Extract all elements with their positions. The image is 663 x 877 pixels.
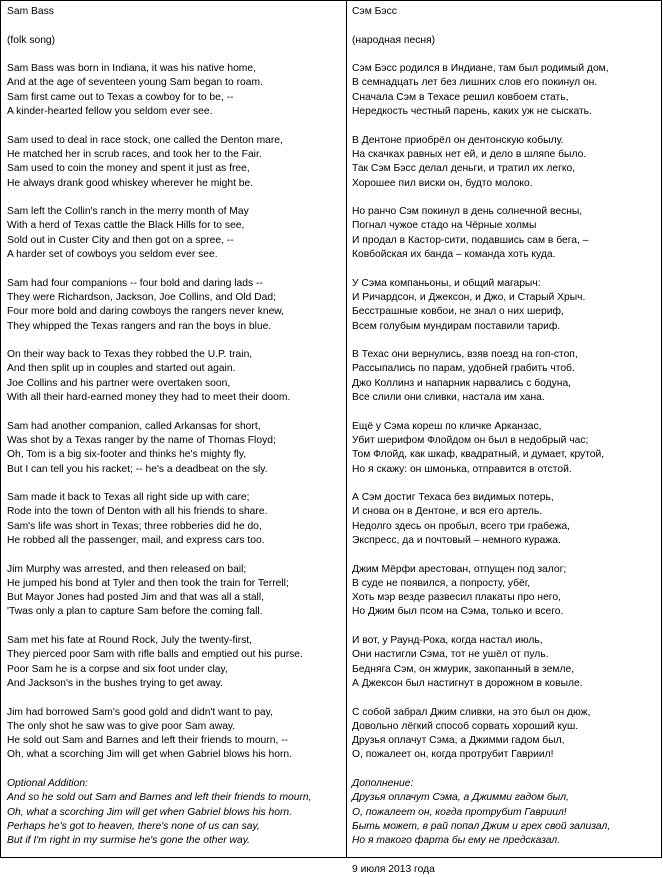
russian-column [347, 1, 661, 875]
russian-stanzas [352, 62, 657, 777]
verse-line: Sam Bass was born in Indiana, it was his native home, [7, 63, 256, 75]
verse-line: И продал в Кастор-сити, подавшись сам в бега, – [352, 234, 589, 246]
verse-line: Экспресс, да и почтовый – немного куража. [352, 534, 561, 546]
addition-line: Быть может, в рай попал Джим и грех свой зализал, [352, 820, 611, 832]
verse-line: They whipped the Texas rangers and ran the boys in blue. [7, 320, 272, 332]
verse-line: Jim had borrowed Sam's good gold and didn't want to pay, [7, 706, 273, 718]
verse-line: He always drank good whiskey wherever he might be. [7, 177, 254, 189]
translation-date: 9 июля 2013 года [352, 863, 435, 875]
verse-line: Sam had another companion, called Arkansas for short, [7, 420, 261, 432]
verse-line: Джим Мёрфи арестован, отпущен под залог; [352, 563, 567, 575]
addition-line: And so he sold out Sam and Barnes and left their friends to mourn, [7, 792, 312, 804]
verse-line: Oh, what a scorching Jim will get when Gabriel blows his horn. [7, 749, 293, 761]
verse-line: Друзья оплачут Сэма, а Джимми гадом был, [352, 735, 565, 747]
verse-line: Рассыпались по парам, удобней грабить чтоб. [352, 363, 575, 375]
verse-line: A kinder-hearted fellow you seldom ever see. [7, 106, 213, 118]
verse-line: О, пожалеет он, когда протрубит Гавриил! [352, 749, 554, 761]
verse-line: На скачках равных нет ей, и дело в шляпе было. [352, 148, 587, 160]
addition-line: But if I'm right in my surmise he's gone the other way. [7, 835, 250, 847]
verse-line: And then split up in couples and started out again. [7, 363, 236, 375]
verse-line: Все слили они сливки, настала им хана. [352, 392, 545, 404]
verse-line: Sam first came out to Texas a cowboy for to be, -- [7, 91, 234, 103]
verse-line: They were Richardson, Jackson, Joe Collins, and Old Dad; [7, 291, 276, 303]
verse-line: Бедняга Сэм, он жмурик, закопанный в земле, [352, 663, 575, 675]
english-addition-title: Optional Addition: [7, 778, 88, 790]
verse-line: Sam left the Collin's ranch in the merry month of May [7, 206, 249, 218]
verse-line: Was shot by a Texas ranger by the name of Thomas Floyd; [7, 434, 276, 446]
verse-line: He matched her in scrub races, and took her to the Fair. [7, 148, 262, 160]
english-subtitle: (folk song) [7, 34, 56, 46]
verse-line: Sam had four companions -- four bold and daring lads -- [7, 277, 263, 289]
verse-line: Four more bold and daring cowboys the rangers never knew, [7, 306, 285, 318]
russian-addition-title: Дополнение: [352, 778, 414, 790]
english-column [1, 1, 347, 857]
verse-line: Убит шерифом Флойдом он был в недобрый час; [352, 434, 589, 446]
verse-line: Сэм Бэсс родился в Индиане, там был родимый дом, [352, 63, 609, 75]
verse-line: A harder set of cowboys you seldom ever see. [7, 249, 218, 261]
verse-line: Хорошее пил виски он, будто молоко. [352, 177, 533, 189]
addition-line: О, пожалеет он, когда протрубит Гавриил! [352, 806, 567, 818]
verse-line: But I can tell you his racket; -- he's a deadbeat on the sly. [7, 463, 268, 475]
verse-line: But Mayor Jones had posted Jim and that was all a stall, [7, 592, 264, 604]
verse-line: Но ранчо Сэм покинул в день солнечной весны, [352, 206, 583, 218]
russian-title: Сэм Бэсс [352, 6, 397, 17]
verse-line: Хоть мэр везде развесил плакаты про него, [352, 592, 561, 604]
english-stanzas [7, 62, 342, 777]
verse-line: В Техас они вернулись, взяв поезд на гоп-стоп, [352, 349, 578, 361]
verse-line: Довольно лёгкий способ сорвать хороший куш. [352, 720, 579, 732]
verse-line: And at the age of seventeen young Sam began to roam. [7, 77, 263, 89]
verse-line: Jim Murphy was arrested, and then released on bail; [7, 563, 247, 575]
verse-line: Недолго здесь он пробыл, всего три грабежа, [352, 520, 570, 532]
verse-line: With a herd of Texas cattle the Black Hills for to see, [7, 220, 245, 232]
verse-line: А Джексон был настигнут в дорожном в ковыле. [352, 677, 583, 689]
verse-line: Poor Sam he is a corpse and six foot under clay, [7, 663, 228, 675]
verse-line: Они настигли Сэма, тот не ушёл от пуль. [352, 649, 549, 661]
verse-line: Oh, Tom is a big six-footer and thinks he's mighty fly, [7, 449, 247, 461]
verse-line: Всем голубым мундирам поставили тариф. [352, 320, 561, 332]
verse-line: И Ричардсон, и Джексон, и Джо, и Старый Хрыч. [352, 291, 586, 303]
verse-line: Sam met his fate at Round Rock, July the twenty-first, [7, 635, 252, 647]
verse-line: With all their hard-earned money they had to meet their doom. [7, 392, 291, 404]
verse-line: Joe Collins and his partner were overtaken soon, [7, 377, 231, 389]
verse-line: Но Джим был псом на Сэма, только и всего. [352, 606, 564, 618]
verse-line: He jumped his bond at Tyler and then took the train for Terrell; [7, 577, 289, 589]
verse-line: Нередкость честный парень, каких уж не сыскать. [352, 106, 592, 118]
addition-line: Но я такого фарта бы ему не предсказал. [352, 835, 561, 847]
verse-line: И снова он в Дентоне, и вся его артель. [352, 506, 543, 518]
verse-line: Погнал чужое стадо на Чёрные холмы [352, 220, 537, 232]
verse-line: Бесстрашные ковбои, не знал о них шериф, [352, 306, 564, 318]
verse-line: On their way back to Texas they robbed the U.P. train, [7, 349, 253, 361]
russian-addition [352, 791, 657, 848]
verse-line: В Дентоне приобрёл он дентонскую кобылу. [352, 134, 564, 146]
verse-line: Sam made it back to Texas all right side up with care; [7, 492, 250, 504]
verse-line: А Сэм достиг Техаса без видимых потерь, [352, 492, 554, 504]
verse-line: Но я скажу: он шмонька, отправится в отстой. [352, 463, 572, 475]
verse-line: Том Флойд, как шкаф, квадратный, и думает, крутой, [352, 449, 605, 461]
verse-line: Джо Коллинз и напарник нарвались с бодуна, [352, 377, 572, 389]
english-title: Sam Bass [7, 6, 54, 17]
verse-line: Ковбойская их банда – команда хоть куда. [352, 249, 556, 261]
verse-line: Сначала Сэм в Техасе решил ковбоем стать, [352, 91, 569, 103]
verse-line: He robbed all the passenger, mail, and express cars too. [7, 534, 265, 546]
addition-line: Perhaps he's got to heaven, there's none of us can say, [7, 820, 260, 832]
verse-line: В семнадцать лет без лишних слов его покинул он. [352, 77, 598, 89]
english-addition [7, 791, 342, 848]
verse-line: С собой забрал Джим сливки, на это был он дюж, [352, 706, 591, 718]
verse-line: Sold out in Custer City and then got on a spree, -- [7, 234, 234, 246]
verse-line: They pierced poor Sam with rifle balls and emptied out his purse. [7, 649, 303, 661]
verse-line: He sold out Sam and Barnes and left their friends to mourn, -- [7, 735, 289, 747]
verse-line: Rode into the town of Denton with all his friends to share. [7, 506, 268, 518]
verse-line: У Сэма компаньоны, и общий магарыч: [352, 277, 541, 289]
verse-line: И вот, у Раунд-Рока, когда настал июль, [352, 635, 543, 647]
verse-line: The only shot he saw was to give poor Sam away. [7, 720, 236, 732]
verse-line: Так Сэм Бэсс делал деньги, и тратил их легко, [352, 163, 576, 175]
verse-line: Ещё у Сэма кореш по кличке Арканзас, [352, 420, 542, 432]
verse-line: Sam's life was short in Texas; three robberies did he do, [7, 520, 262, 532]
addition-line: Друзья оплачут Сэма, а Джимми гадом был, [352, 792, 569, 804]
verse-line: Sam used to coin the money and spent it just as free, [7, 163, 250, 175]
verse-line: В суде не появился, а попросту, убёг, [352, 577, 531, 589]
verse-line: Sam used to deal in race stock, one called the Denton mare, [7, 134, 283, 146]
verse-line: And Jackson's in the bushes trying to get away. [7, 677, 223, 689]
verse-line: 'Twas only a plan to capture Sam before the coming fall. [7, 606, 263, 618]
russian-subtitle: (народная песня) [352, 34, 436, 46]
addition-line: Oh, what a scorching Jim will get when Gabriel blows his horn. [7, 806, 293, 818]
